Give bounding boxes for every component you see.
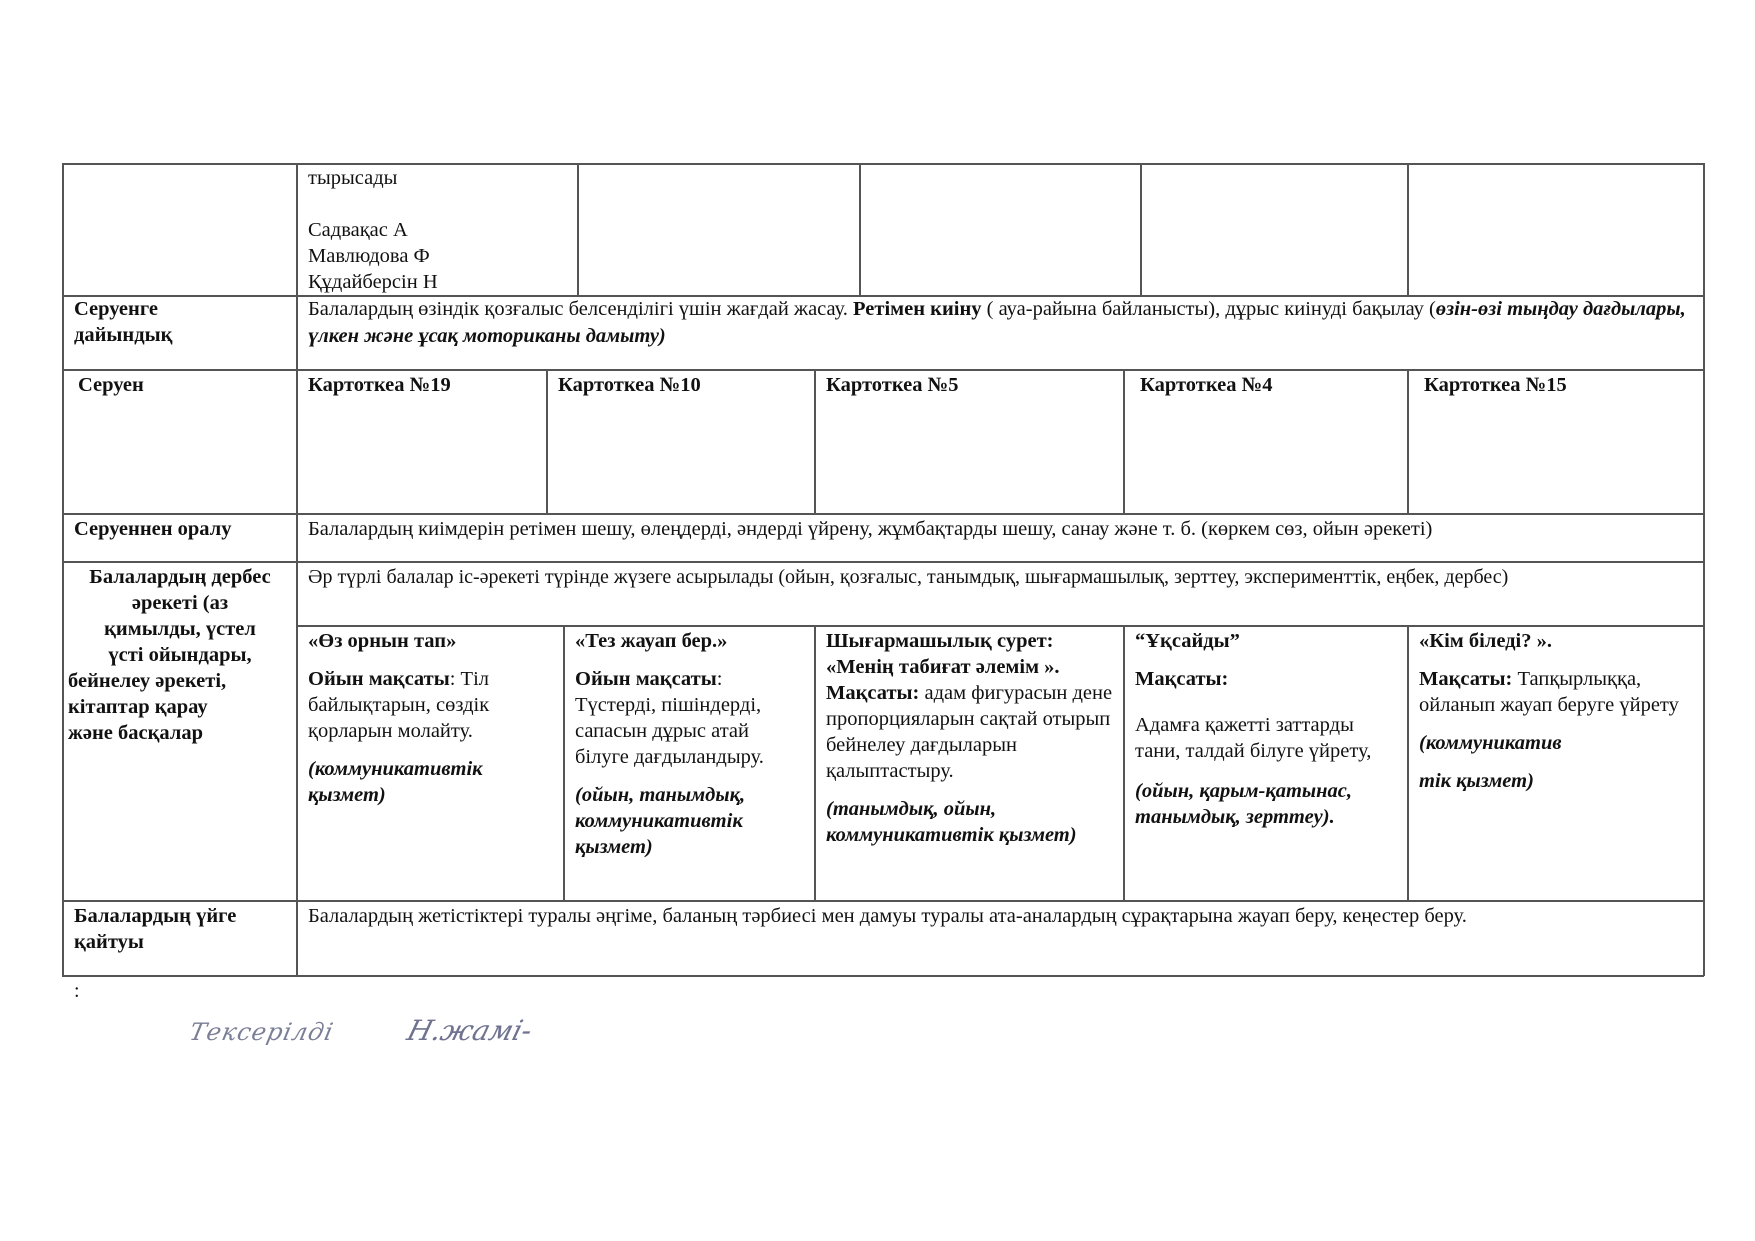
walk-card-4: Картоткеа №4 xyxy=(1140,374,1273,396)
game-cell-5 xyxy=(1409,628,1703,794)
row6-label: Балалардың үйге қайтуы xyxy=(74,905,237,953)
game-title: «Өз орнын тап» xyxy=(308,630,457,652)
child-name-1: Садвақас А xyxy=(308,219,408,241)
game-cell-2 xyxy=(565,628,814,860)
walk-card-5: Картоткеа №15 xyxy=(1424,374,1567,396)
goal-label: Ойын мақсаты xyxy=(575,668,717,690)
goal-text: Тапқырлыққа, ойланып жауап беруге үйрету xyxy=(1419,668,1679,716)
game-title: «Кім біледі? ». xyxy=(1419,630,1552,652)
goal-text: : Түстерді, пішіндерді, сапасын дұрыс атай білуге дағдыландыру. xyxy=(575,668,764,768)
goal-text: Адамға қажетті заттарды тани, талдай білуге үйрету, xyxy=(1135,714,1372,762)
row2-label: Серуенге дайындық xyxy=(74,298,173,346)
row5-content: Әр түрлі балалар іс-әрекеті түрінде жүзеге асырылады (ойын, қозғалыс, танымдық, шығармашылық, зерттеу, эксперименттік, еңбек, дербес) xyxy=(308,566,1509,588)
game-cell-3 xyxy=(816,628,1123,848)
game-title: Шығармашылық сурет: «Менің табиғат әлемім ». xyxy=(826,630,1060,678)
walk-card-1: Картоткеа №19 xyxy=(308,374,451,396)
goal-label: Ойын мақсаты xyxy=(308,668,450,690)
child-name-3: Құдайберсін Н xyxy=(308,271,438,293)
activity-tag: (танымдық, ойын, коммуникативтік қызмет) xyxy=(826,798,1077,846)
goal-label: Мақсаты: xyxy=(826,682,920,704)
activity-tag: (коммуникативтік қызмет) xyxy=(308,758,483,806)
activity-tag: (коммуникатив xyxy=(1419,732,1562,754)
activity-tag: (ойын, қарым-қатынас, танымдық, зерттеу). xyxy=(1135,780,1352,828)
row1-content-cell xyxy=(298,165,577,295)
walk-card-2: Картоткеа №10 xyxy=(558,374,701,396)
walk-card-3: Картоткеа №5 xyxy=(826,374,959,396)
row2-content: Балалардың өзіндік қозғалыс белсенділігі үшін жағдай жасау. Ретімен киіну ( ауа-райына байланысты), дұрыс киінуді бақылау (өзін-өзі тыңдау дағдылары, үлкен және ұсақ моториканы дамыту) xyxy=(308,298,1686,347)
goal-label: Мақсаты: xyxy=(1135,668,1229,690)
signature-word: Тексерілді xyxy=(187,1018,337,1046)
row6-content: Балалардың жетістіктері туралы әңгіме, баланың тәрбиесі мен дамуы туралы ата-аналардың сұрақтарына жауап беру, кеңестер беру. xyxy=(308,905,1467,927)
colon-mark: : xyxy=(74,980,80,1002)
goal-text: : Тіл байлықтарын, сөздік қорларын молайту. xyxy=(308,668,490,742)
row4-content: Балалардың киімдерін ретімен шешу, өлеңдерді, әндерді үйрену, жұмбақтарды шешу, санау және т. б. (көркем сөз, ойын әрекеті) xyxy=(308,518,1433,540)
row4-label: Серуеннен оралу xyxy=(74,518,232,540)
goal-label: Мақсаты: xyxy=(1419,668,1513,690)
game-cell-1 xyxy=(298,628,563,808)
child-name-2: Мавлюдова Ф xyxy=(308,245,430,267)
game-cell-4 xyxy=(1125,628,1407,830)
activity-tag-cont: тік қызмет) xyxy=(1419,770,1534,792)
row3-label: Серуен xyxy=(78,374,144,396)
activity-tag: (ойын, танымдық, коммуникативтік қызмет) xyxy=(575,784,746,858)
goal-text: адам фигурасын дене пропорцияларын сақтай отырып бейнелеу дағдыларын қалыптастыру. xyxy=(826,682,1113,782)
game-title: «Тез жауап бер.» xyxy=(575,630,728,652)
row5-label: Балалардың дербес әрекеті (аз қимылды, үстел үсті ойындары, бейнелеу әрекеті, кітаптар қарау және басқалар xyxy=(68,566,271,744)
row1-text: тырысады xyxy=(308,167,398,189)
game-title: “Ұқсайды” xyxy=(1135,630,1240,652)
signature-initials: Н.жамі- xyxy=(403,1014,536,1047)
